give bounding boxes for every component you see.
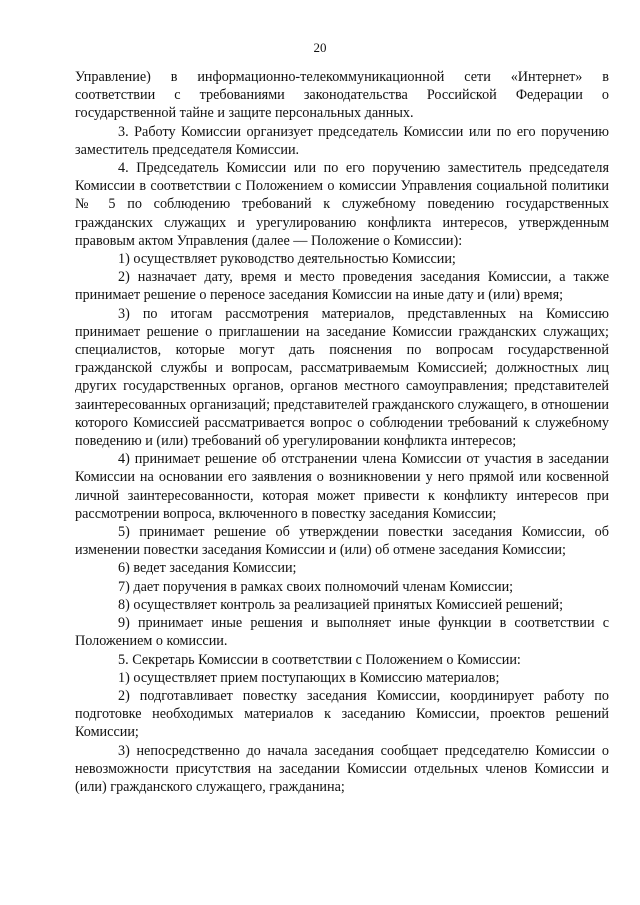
paragraph: 3) непосредственно до начала заседания сообщает председателю Комиссии о невозможности присутствия на заседании Комиссии отдельных членов Комиссии и (или) гражданского служащего, гражданина;: [75, 742, 609, 795]
paragraph: 1) осуществляет руководство деятельностью Комиссии;: [118, 251, 456, 268]
paragraph: 5) принимает решение об утверждении повестки заседания Комиссии, об изменении повестки заседания Комиссии и (или) об отмене заседания Комиссии;: [75, 524, 609, 559]
paragraph: 4) принимает решение об отстранении члена Комиссии от участия в заседании Комиссии на основании его заявления о возникновении у него прямой или косвенной личной заинтересованности, которая может привести к конфликту интересов при рассмотрении вопроса, включенного в повестку заседания Комиссии;: [75, 451, 609, 522]
paragraph: 3. Работу Комиссии организует председатель Комиссии или по его поручению заместитель председателя Комиссии.: [75, 123, 609, 158]
paragraph: Управление) в информационно-телекоммуникационной сети «Интернет» в соответствии с требованиями законодательства Российской Федерации о государственной тайне и защите персональных данных.: [75, 69, 609, 122]
document-body: [75, 68, 609, 796]
paragraph: 2) подготавливает повестку заседания Комиссии, координирует работу по подготовке необходимых материалов к заседанию Комиссии, проектов решений Комиссии;: [75, 687, 609, 741]
paragraph: 7) дает поручения в рамках своих полномочий членам Комиссии;: [118, 578, 514, 595]
paragraph: 5. Секретарь Комиссии в соответствии с Положением о Комиссии:: [118, 651, 521, 668]
paragraph: 6) ведет заседания Комиссии;: [118, 560, 297, 577]
paragraph: 9) принимает иные решения и выполняет иные функции в соответствии с Положением о комиссии.: [75, 615, 609, 650]
paragraph: 2) назначает дату, время и место проведения заседания Комиссии, а также принимает решение о переносе заседания Комиссии на иные дату и (или) время;: [75, 269, 609, 304]
paragraph: 4. Председатель Комиссии или по его поручению заместитель председателя Комиссии в соответствии с Положением о комиссии Управления социальной политики № 5 по соблюдению требований к служебному поведению государственных гражданских служащих и урегулированию конфликта интересов, утвержденным правовым актом Управления (далее — Положение о Комиссии):: [75, 160, 609, 249]
paragraph: 8) осуществляет контроль за реализацией принятых Комиссией решений;: [118, 596, 564, 613]
page-number: 20: [313, 40, 327, 55]
paragraph: 1) осуществляет прием поступающих в Комиссию материалов;: [118, 669, 500, 686]
paragraph: 3) по итогам рассмотрения материалов, представленных на Комиссию принимает решение о приглашении на заседание Комиссии гражданских служащих; специалистов, которые могут дать пояснения по вопросам государственной гражданской службы и вопросам, рассматриваемым Комиссией; должностных лиц других государственных органов, органов местного самоуправления; представителей заинтересованных организаций; представителей гражданского служащего, в отношении которого Комиссией рассматривается вопрос о соблюдении требований к служебному поведению и (или) требований об урегулировании конфликта интересов;: [75, 305, 609, 450]
